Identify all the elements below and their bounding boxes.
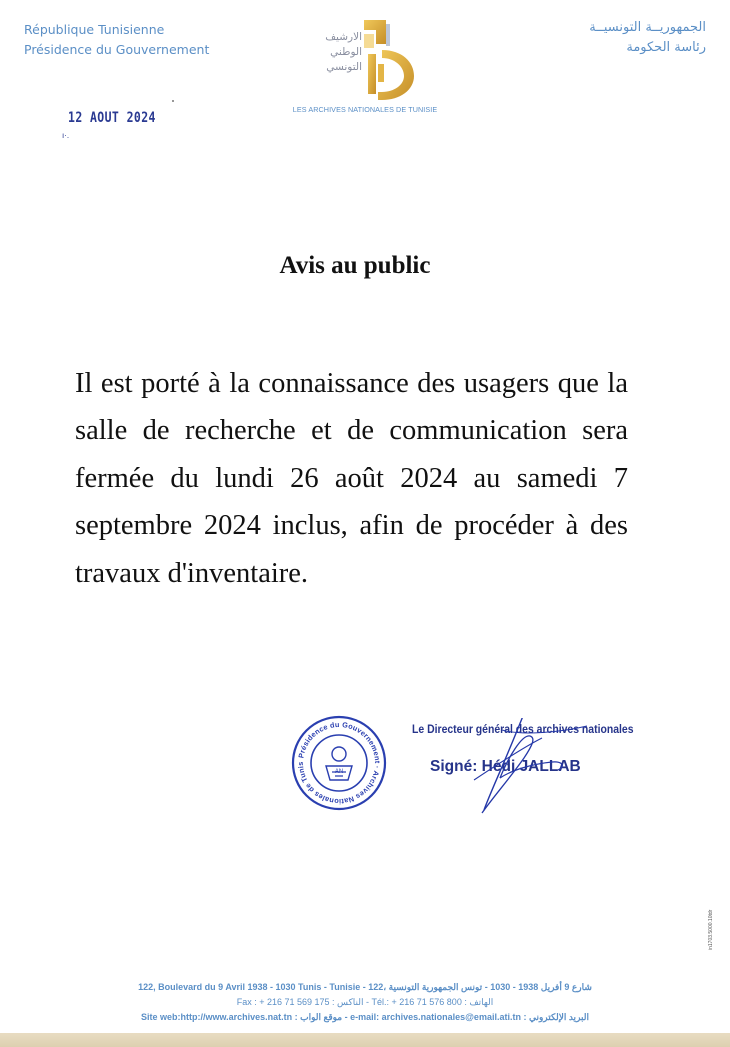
header-presidency-ar: رئاسة الحكومة [626,40,706,55]
handwritten-signature [412,718,632,818]
header-republic-ar: الجمهوريــة التونسيــة [589,20,706,35]
side-reference-code: in1703.5000.10tdr [708,909,714,950]
official-seal [290,714,388,812]
header-presidency: Présidence du Gouvernement [24,42,210,57]
logo-french-name: LES ARCHIVES NATIONALES DE TUNISIE [292,105,438,114]
date-stamp-mark: ı·. [62,131,70,140]
footer-band [0,1033,730,1047]
scan-speck [172,100,174,102]
signature-name: Signé: Hédi JALLAB [430,758,581,775]
footer [0,980,730,1025]
date-stamp: 12 AOUT 2024 [68,110,156,126]
svg-text:AN: AN [334,769,344,775]
footer-address: 122, Boulevard du 9 Avril 1938 - 1030 Tunis - Tunisie - 122، شارع 9 أفريل 1938 - 1030 - تونس الجمهورية التونسية [138,982,592,992]
notice-body: Il est porté à la connaissance des usagers que la salle de recherche et de communication sera fermée du lundi 26 août 2024 au samedi 7 septembre 2024 inclus, afin de procéder à des travaux d'inventaire. [75,368,628,589]
signature-title: Le Directeur général des archives nationales [412,723,634,736]
header-left [24,20,209,60]
footer-web: Site web:http://www.archives.nat.tn : موقع الواب - e-mail: archives.nationales@email.ati.tn : البريد الإلكتروني [140,1012,589,1022]
footer-phone: Fax : + 216 71 569 175 : الناكس - Tél.: + 216 71 576 800 : الهاتف [236,997,494,1007]
header-republic: République Tunisienne [24,22,165,37]
signature-block [412,718,632,818]
logo-arabic-name: الارشيف الوطني التونسي [325,31,362,73]
notice-title: Avis au public [279,252,431,279]
svg-text:Présidence du Gouvernement · A: Présidence du Gouvernement · Archives Nationales de Tunis [295,719,383,807]
header-right [589,18,706,58]
seal-icon [290,714,388,812]
archives-logo [290,14,440,118]
